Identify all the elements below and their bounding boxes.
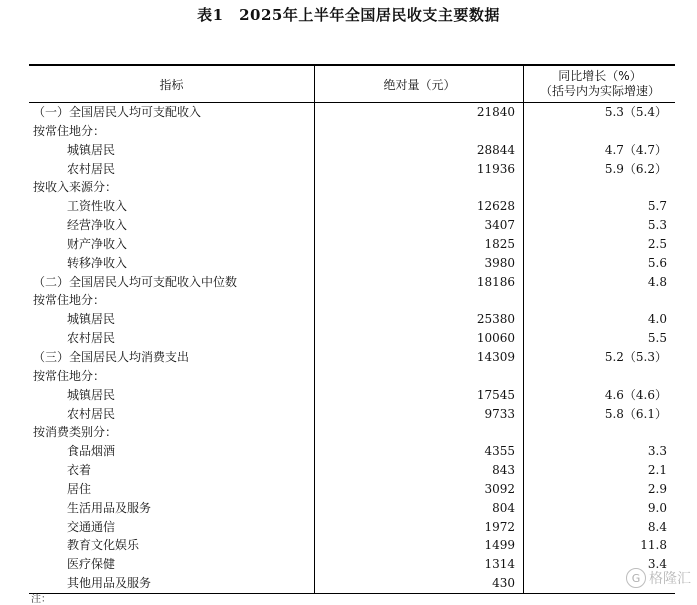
table-row	[29, 405, 675, 424]
row-absolute-value: 3980	[484, 255, 515, 270]
row-growth-value: 3.4	[647, 557, 667, 572]
row-label: （三）全国居民人均消费支出	[33, 349, 190, 364]
row-growth-value	[523, 178, 667, 197]
data-table	[29, 64, 675, 594]
row-label: 按常住地分：	[33, 293, 106, 308]
watermark-text: 格隆汇	[649, 571, 691, 587]
watermark-logo-icon: G	[626, 568, 646, 588]
table-row	[29, 367, 675, 386]
row-label: 按常住地分：	[33, 123, 106, 138]
header-absolute: 绝对量（元）	[314, 66, 524, 102]
row-label: 工资性收入	[67, 199, 128, 214]
row-growth-value: 11.8	[640, 538, 667, 553]
row-label: 教育文化娱乐	[67, 538, 140, 553]
row-label: （二）全国居民人均可支配收入中位数	[33, 274, 238, 289]
row-label: 其他用品及服务	[67, 576, 152, 591]
table-row	[29, 197, 675, 216]
table-row	[29, 423, 675, 442]
row-growth-value: 4.8	[647, 274, 667, 289]
row-absolute-value	[314, 122, 515, 141]
table-row	[29, 160, 675, 179]
row-growth-value: 9.0	[647, 500, 667, 515]
row-absolute-value: 3092	[484, 481, 515, 496]
row-label: 医疗保健	[67, 557, 116, 572]
row-absolute-value: 12628	[476, 199, 515, 214]
row-label: 按收入来源分：	[33, 180, 118, 195]
table-row	[29, 499, 675, 518]
table-row	[29, 329, 675, 348]
row-absolute-value	[314, 367, 515, 386]
table-row	[29, 254, 675, 273]
table-row	[29, 536, 675, 555]
table-row	[29, 103, 675, 122]
table-row	[29, 461, 675, 480]
table-row	[29, 574, 675, 593]
table-body	[29, 103, 675, 594]
row-absolute-value: 3407	[484, 218, 515, 233]
row-absolute-value: 28844	[476, 142, 515, 157]
row-growth-value: 2.9	[647, 481, 667, 496]
row-label: 衣着	[67, 463, 92, 478]
row-absolute-value: 25380	[476, 312, 515, 327]
header-indicator: 指标	[159, 77, 184, 92]
table-header	[29, 66, 675, 103]
row-label: 农村居民	[67, 406, 116, 421]
row-absolute-value: 21840	[476, 105, 515, 119]
row-label: 城镇居民	[67, 142, 116, 157]
row-absolute-value	[314, 291, 515, 310]
table-row	[29, 291, 675, 310]
table-row	[29, 273, 675, 292]
row-growth-value: 5.3（5.4）	[604, 105, 667, 119]
row-growth-value: 4.6（4.6）	[604, 387, 667, 402]
row-label: 按消费类别分：	[33, 425, 118, 440]
row-growth-value: 4.7（4.7）	[604, 142, 667, 157]
table-row	[29, 178, 675, 197]
row-growth-value	[523, 122, 667, 141]
row-label: 居住	[67, 481, 92, 496]
table-title: 表1 2025年上半年全国居民收支主要数据	[197, 6, 500, 24]
row-label: 交通通信	[67, 519, 116, 534]
row-absolute-value	[314, 423, 515, 442]
row-label: 生活用品及服务	[67, 500, 152, 515]
row-growth-value: 5.2（5.3）	[604, 349, 667, 364]
table-row	[29, 235, 675, 254]
table-row	[29, 442, 675, 461]
row-growth-value: 8.4	[647, 519, 667, 534]
row-growth-value: 5.6	[647, 255, 667, 270]
row-absolute-value: 804	[492, 500, 515, 515]
row-growth-value: 5.9（6.2）	[604, 161, 667, 176]
row-absolute-value: 1314	[484, 557, 515, 572]
table-row	[29, 348, 675, 367]
row-absolute-value: 1972	[484, 519, 515, 534]
table-row	[29, 310, 675, 329]
table-row	[29, 141, 675, 160]
row-absolute-value: 1825	[484, 236, 515, 251]
table-row	[29, 518, 675, 537]
row-growth-value	[523, 423, 667, 442]
footnote-mark: 注：	[31, 594, 51, 605]
row-label: 转移净收入	[67, 255, 128, 270]
row-absolute-value: 14309	[476, 349, 515, 364]
row-growth-value	[523, 367, 667, 386]
row-label: 经营净收入	[67, 218, 128, 233]
row-label: 城镇居民	[67, 312, 116, 327]
row-growth-value: 4.0	[647, 312, 667, 327]
table-row	[29, 386, 675, 405]
row-growth-value: 2.5	[647, 236, 667, 251]
watermark	[626, 568, 691, 588]
row-growth-value: 5.5	[647, 331, 667, 346]
row-label: 城镇居民	[67, 387, 116, 402]
row-growth-value: 3.3	[647, 444, 667, 459]
table-row	[29, 216, 675, 235]
table-row	[29, 555, 675, 574]
row-absolute-value: 18186	[476, 274, 515, 289]
row-label: 按常住地分：	[33, 368, 106, 383]
row-label: 农村居民	[67, 161, 116, 176]
row-growth-value	[523, 291, 667, 310]
row-growth-value: 2.1	[647, 463, 667, 478]
row-label: 食品烟酒	[67, 444, 116, 459]
row-absolute-value: 11936	[476, 161, 515, 176]
row-growth-value: 5.8（6.1）	[604, 406, 667, 421]
table-row	[29, 122, 675, 141]
row-label: 农村居民	[67, 331, 116, 346]
row-absolute-value: 9733	[484, 406, 515, 421]
row-absolute-value: 1499	[484, 538, 515, 553]
table-row	[29, 480, 675, 499]
row-absolute-value: 843	[492, 463, 515, 478]
row-absolute-value: 10060	[476, 331, 515, 346]
header-growth-line2: （括号内为实际增速）	[539, 84, 660, 98]
row-growth-value: 5.3	[647, 218, 667, 233]
row-absolute-value: 430	[492, 576, 515, 591]
row-label: （一）全国居民人均可支配收入	[33, 105, 202, 119]
row-absolute-value: 17545	[476, 387, 515, 402]
header-growth-line1: 同比增长（%）	[558, 69, 642, 83]
row-growth-value: 5.7	[647, 199, 667, 214]
row-absolute-value: 4355	[484, 444, 515, 459]
row-absolute-value	[314, 178, 515, 197]
header-growth	[523, 66, 676, 102]
row-label: 财产净收入	[67, 236, 128, 251]
